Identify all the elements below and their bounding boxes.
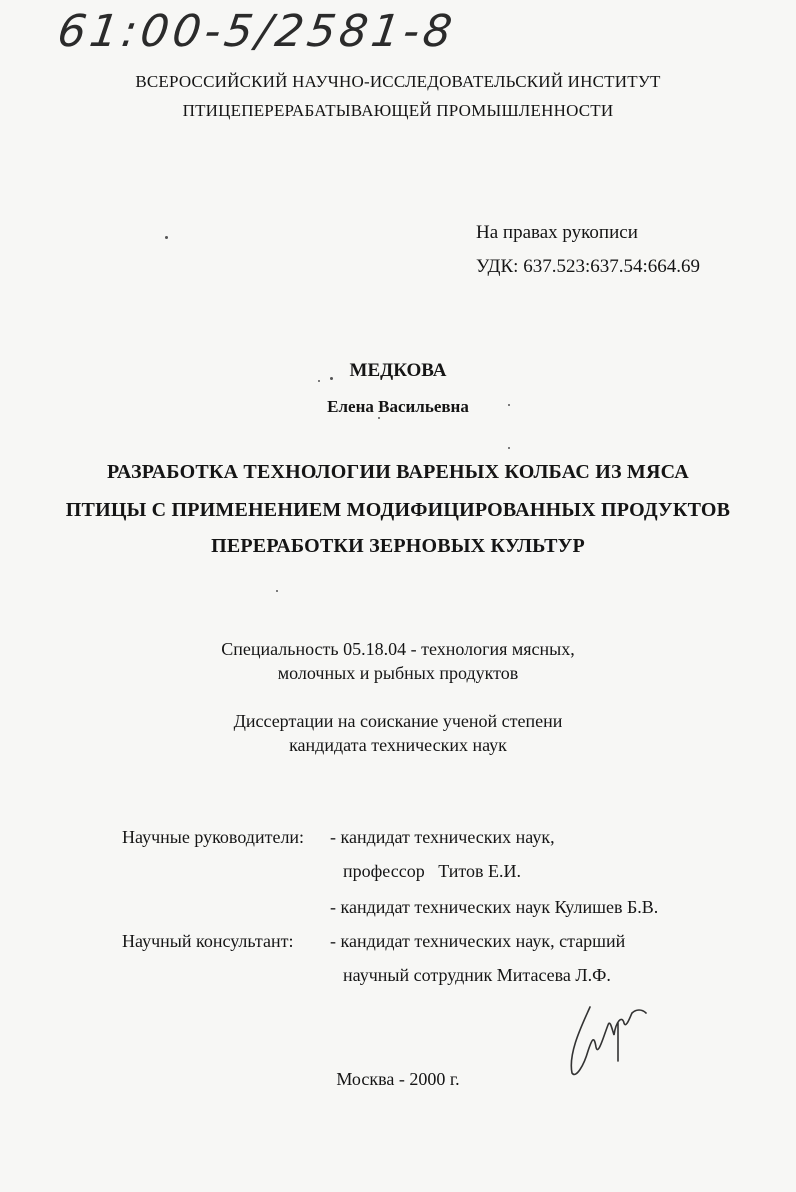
consultant-line-1: - кандидат технических наук, старший (330, 931, 626, 951)
scan-speck (318, 380, 320, 382)
udk-code: УДК: 637.523:637.54:664.69 (476, 256, 701, 277)
specialty-line-1: Специальность 05.18.04 - технология мясных, (221, 639, 575, 659)
author-surname: МЕДКОВА (349, 360, 447, 381)
supervisor-1-line-1: - кандидат технических наук, (330, 827, 555, 847)
place-and-year: Москва - 2000 г. (336, 1069, 460, 1089)
scan-speck (276, 590, 278, 592)
supervisor-2: - кандидат технических наук Кулишев Б.В. (330, 897, 659, 917)
scan-speck (165, 236, 168, 239)
supervisors-label: Научные руководители: (122, 827, 305, 847)
institute-line-2: ПТИЦЕПЕРЕРАБАТЫВАЮЩЕЙ ПРОМЫШЛЕННОСТИ (182, 101, 614, 120)
archive-code-handwritten: 61:00-5/2581-8 (54, 6, 459, 57)
scan-speck (508, 404, 510, 406)
thesis-title-line-2: ПТИЦЫ С ПРИМЕНЕНИЕМ МОДИФИЦИРОВАННЫХ ПРОДУКТОВ (65, 499, 731, 521)
consultant-line-2: научный сотрудник Митасева Л.Ф. (343, 965, 611, 985)
scan-speck (508, 447, 510, 449)
degree-line-2: кандидата технических наук (289, 735, 507, 755)
manuscript-rights-label: На правах рукописи (476, 222, 638, 243)
institute-line-1: ВСЕРОССИЙСКИЙ НАУЧНО-ИССЛЕДОВАТЕЛЬСКИЙ ИНСТИТУТ (135, 72, 661, 91)
degree-line-1: Диссертации на соискание ученой степени (233, 711, 563, 731)
scan-speck (378, 417, 380, 419)
supervisor-1-line-2: профессор Титов Е.И. (343, 861, 522, 881)
thesis-title-line-3: ПЕРЕРАБОТКИ ЗЕРНОВЫХ КУЛЬТУР (211, 535, 585, 557)
scan-speck (330, 377, 333, 380)
author-name: Елена Васильевна (327, 397, 469, 416)
specialty-line-2: молочных и рыбных продуктов (277, 663, 519, 683)
thesis-title-line-1: РАЗРАБОТКА ТЕХНОЛОГИИ ВАРЕНЫХ КОЛБАС ИЗ МЯСА (107, 461, 689, 483)
consultant-label: Научный консультант: (122, 931, 294, 951)
